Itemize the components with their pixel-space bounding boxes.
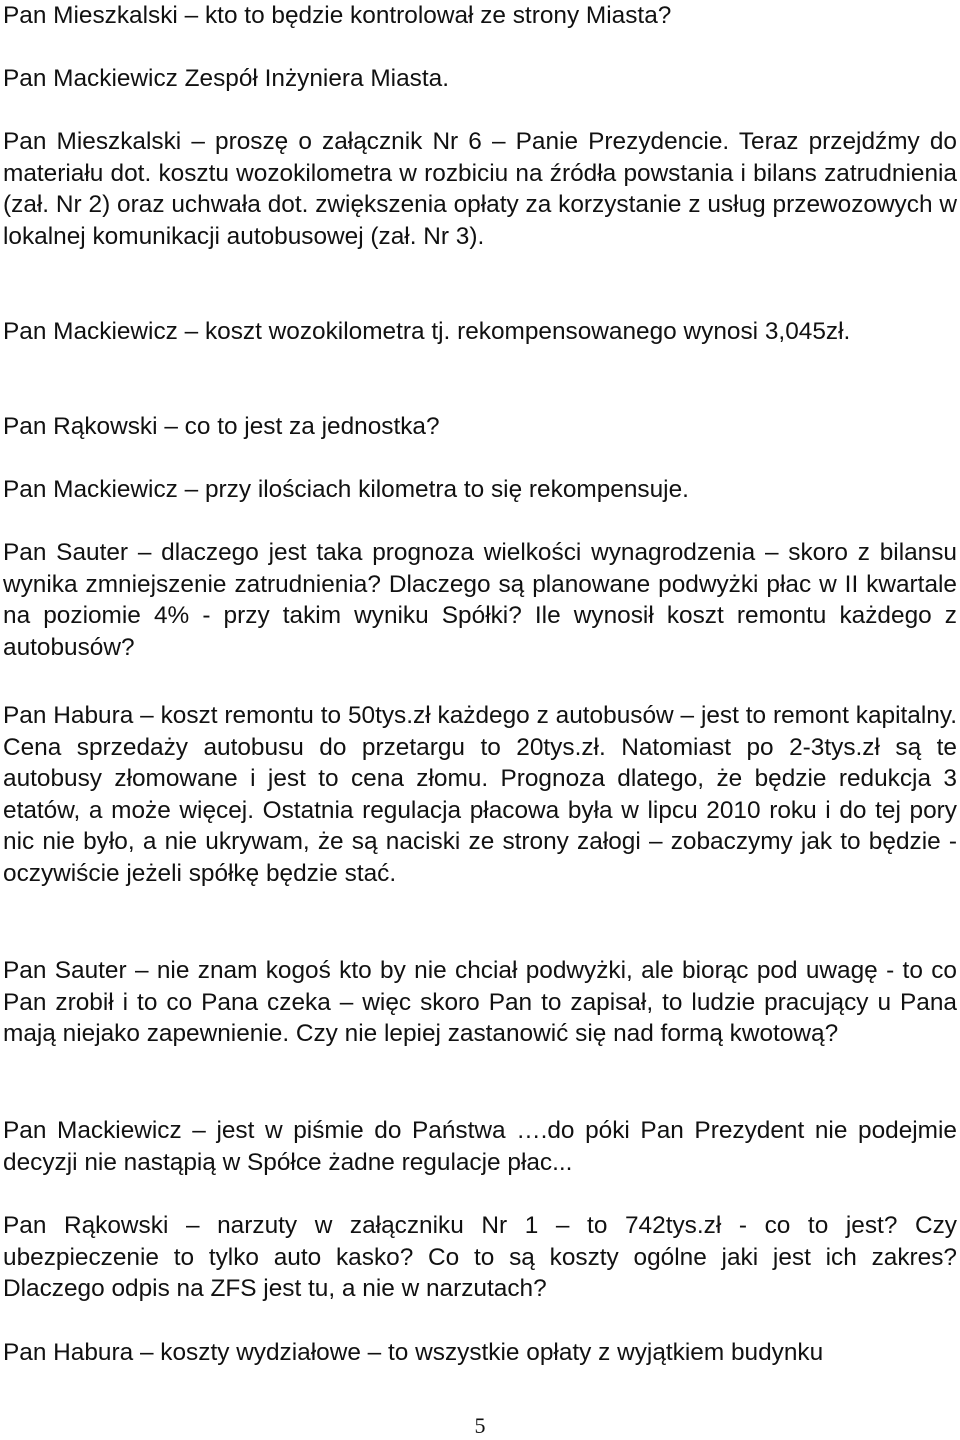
paragraph-mackiewicz-kilometers: Pan Mackiewicz – przy ilościach kilometra to się rekompensuje.	[3, 476, 689, 503]
paragraph-mieszkalski-attachment: Pan Mieszkalski – proszę o załącznik Nr 6 – Panie Prezydencie. Teraz przejdźmy do materiału dot. kosztu wozokilometra w rozbiciu na źródła powstania i bilans zatrudnienia (zał. Nr 2) oraz uchwała dot. zwiększenia opłaty za korzystanie z usług przewozowych w lokalnej komunikacji autobusowej (zał. Nr 3).	[3, 128, 957, 250]
paragraph-mackiewicz-answer: Pan Mackiewicz Zespół Inżyniera Miasta.	[3, 65, 449, 92]
paragraph-sauter-raise: Pan Sauter – nie znam kogoś kto by nie chciał podwyżki, ale biorąc pod uwagę - to co Pan zrobił i to co Pana czeka – więc skoro Pan to zapisał, to ludzie pracujący u Pana mają niejako zapewnienie. Czy nie lepiej zastanowić się nad formą kwotową?	[3, 957, 957, 1047]
paragraph-habura-repair: Pan Habura – koszt remontu to 50tys.zł każdego z autobusów – jest to remont kapitalny. Cena sprzedaży autobusu do przetargu to 20tys.zł. Natomiast po 2-3tys.zł są te autobusy złomowane i jest to cena złomu. Prognoza dlatego, że będzie redukcja 3 etatów, a może więcej. Ostatnia regulacja płacowa była w lipcu 2010 roku i do tej pory nic nie było, a nie ukrywam, że są naciski ze strony załogi – zobaczymy jak to będzie - oczywiście jeżeli spółkę będzie stać.	[3, 702, 957, 887]
paragraph-mackiewicz-cost: Pan Mackiewicz – koszt wozokilometra tj. rekompensowanego wynosi 3,045zł.	[3, 318, 851, 345]
paragraph-habura-department-costs: Pan Habura – koszty wydziałowe – to wszystkie opłaty z wyjątkiem budynku	[3, 1339, 824, 1366]
paragraph-sauter-salary: Pan Sauter – dlaczego jest taka prognoza wielkości wynagrodzenia – skoro z bilansu wynika zmniejszenie zatrudnienia? Dlaczego są planowane podwyżki płac w II kwartale na poziomie 4% - przy takim wyniku Spółki? Ile wynosił koszt remontu każdego z autobusów?	[3, 539, 957, 661]
paragraph-mieszkalski-question: Pan Mieszkalski – kto to będzie kontrolował ze strony Miasta?	[3, 2, 672, 29]
paragraph-mackiewicz-letter: Pan Mackiewicz – jest w piśmie do Państwa ….do póki Pan Prezydent nie podejmie decyzji nie nastąpią w Spółce żadne regulacje płac...	[3, 1117, 957, 1176]
document-page	[3, 0, 957, 1440]
page-number: 5	[474, 1413, 486, 1438]
paragraph-rakowski-overheads: Pan Rąkowski – narzuty w załączniku Nr 1 – to 742tys.zł - co to jest? Czy ubezpieczenie to tylko auto kasko? Co to są koszty ogólne jaki jest ich zakres? Dlaczego odpis na ZFS jest tu, a nie w narzutach?	[3, 1212, 957, 1302]
paragraph-rakowski-unit: Pan Rąkowski – co to jest za jednostka?	[3, 413, 440, 440]
